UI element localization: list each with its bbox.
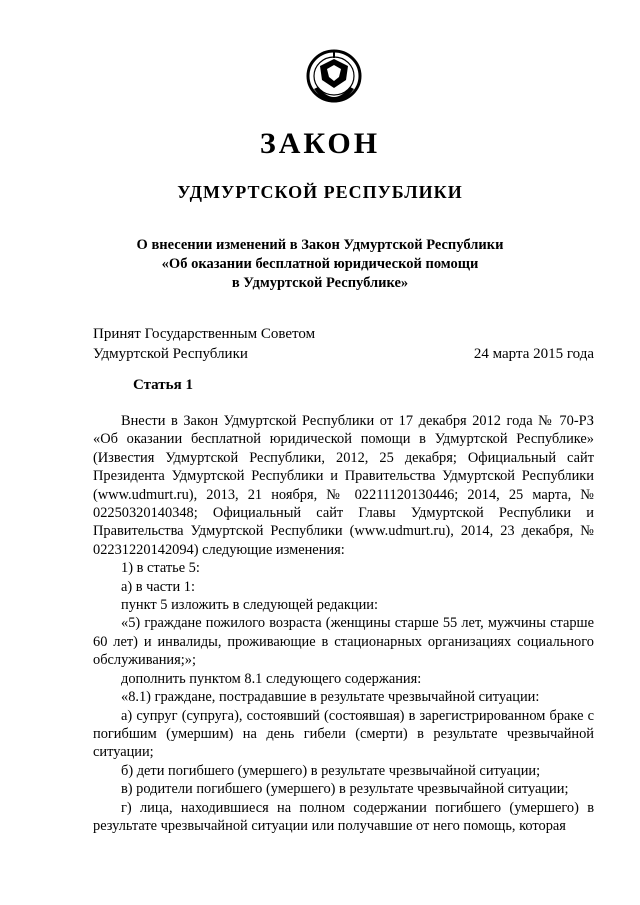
paragraph: в) родители погибшего (умершего) в результате чрезвычайной ситуации; (121, 781, 569, 798)
heading-line: в Удмуртской Республике» (231, 275, 409, 291)
adoption-line: Принят Государственным Советом (93, 326, 316, 342)
paragraph: б) дети погибшего (умершего) в результате чрезвычайной ситуации; (121, 762, 541, 779)
adoption-line: Удмуртской Республики (93, 346, 248, 362)
paragraph: г) лица, находившиеся на полном содержании погибшего (умершего) в результате чрезвычайной ситуации или получавшие от него помощь, которая (93, 799, 594, 834)
article-title: Статья 1 (133, 377, 193, 393)
adoption-block (93, 324, 594, 364)
adoption-date: 24 марта 2015 года (473, 346, 594, 362)
udmurt-emblem-icon (301, 46, 367, 114)
paragraph: 1) в статье 5: (121, 560, 200, 577)
paragraph: «5) граждане пожилого возраста (женщины старше 55 лет, мужчины старше 60 лет) и инвалиды, проживающие в стационарных организациях социального обслуживания;»; (93, 615, 594, 669)
law-heading (0, 236, 640, 293)
document-title: ЗАКОН (259, 127, 381, 160)
paragraph: пункт 5 изложить в следующей редакции: (121, 597, 378, 614)
paragraph: дополнить пунктом 8.1 следующего содержания: (121, 670, 422, 687)
article-body (93, 412, 594, 835)
paragraph: Внести в Закон Удмуртской Республики от 17 декабря 2012 года № 70-РЗ «Об оказании бесплатной юридической помощи в Удмуртской Республике» (Известия Удмуртской Республики, 2012, 25 декабря; Официальный сайт Президента Удмуртской Республики и Правительства Удмуртской Республики (www.udmurt.ru), 2013, 21 ноября, № 02211120130446; 2014, 25 марта, № 02250320140348; Официальный сайт Главы Удмуртской Республики и Правительства Удмуртской Республики (www.udmurt.ru), 2014, 23 декабря, № 02231220142094) следующие изменения: (93, 413, 594, 558)
heading-line: О внесении изменений в Закон Удмуртской Республики (136, 237, 504, 253)
paragraph: «8.1) граждане, пострадавшие в результате чрезвычайной ситуации: (121, 689, 540, 706)
paragraph: а) в части 1: (121, 578, 195, 595)
document-subtitle: УДМУРТСКОЙ РЕСПУБЛИКИ (177, 182, 463, 202)
paragraph: а) супруг (супруга), состоявший (состоявшая) в зарегистрированном браке с погибшим (умершим) на день гибели (смерти) в результате чрезвычайной ситуации; (93, 707, 594, 761)
heading-line: «Об оказании бесплатной юридической помощи (161, 256, 479, 272)
